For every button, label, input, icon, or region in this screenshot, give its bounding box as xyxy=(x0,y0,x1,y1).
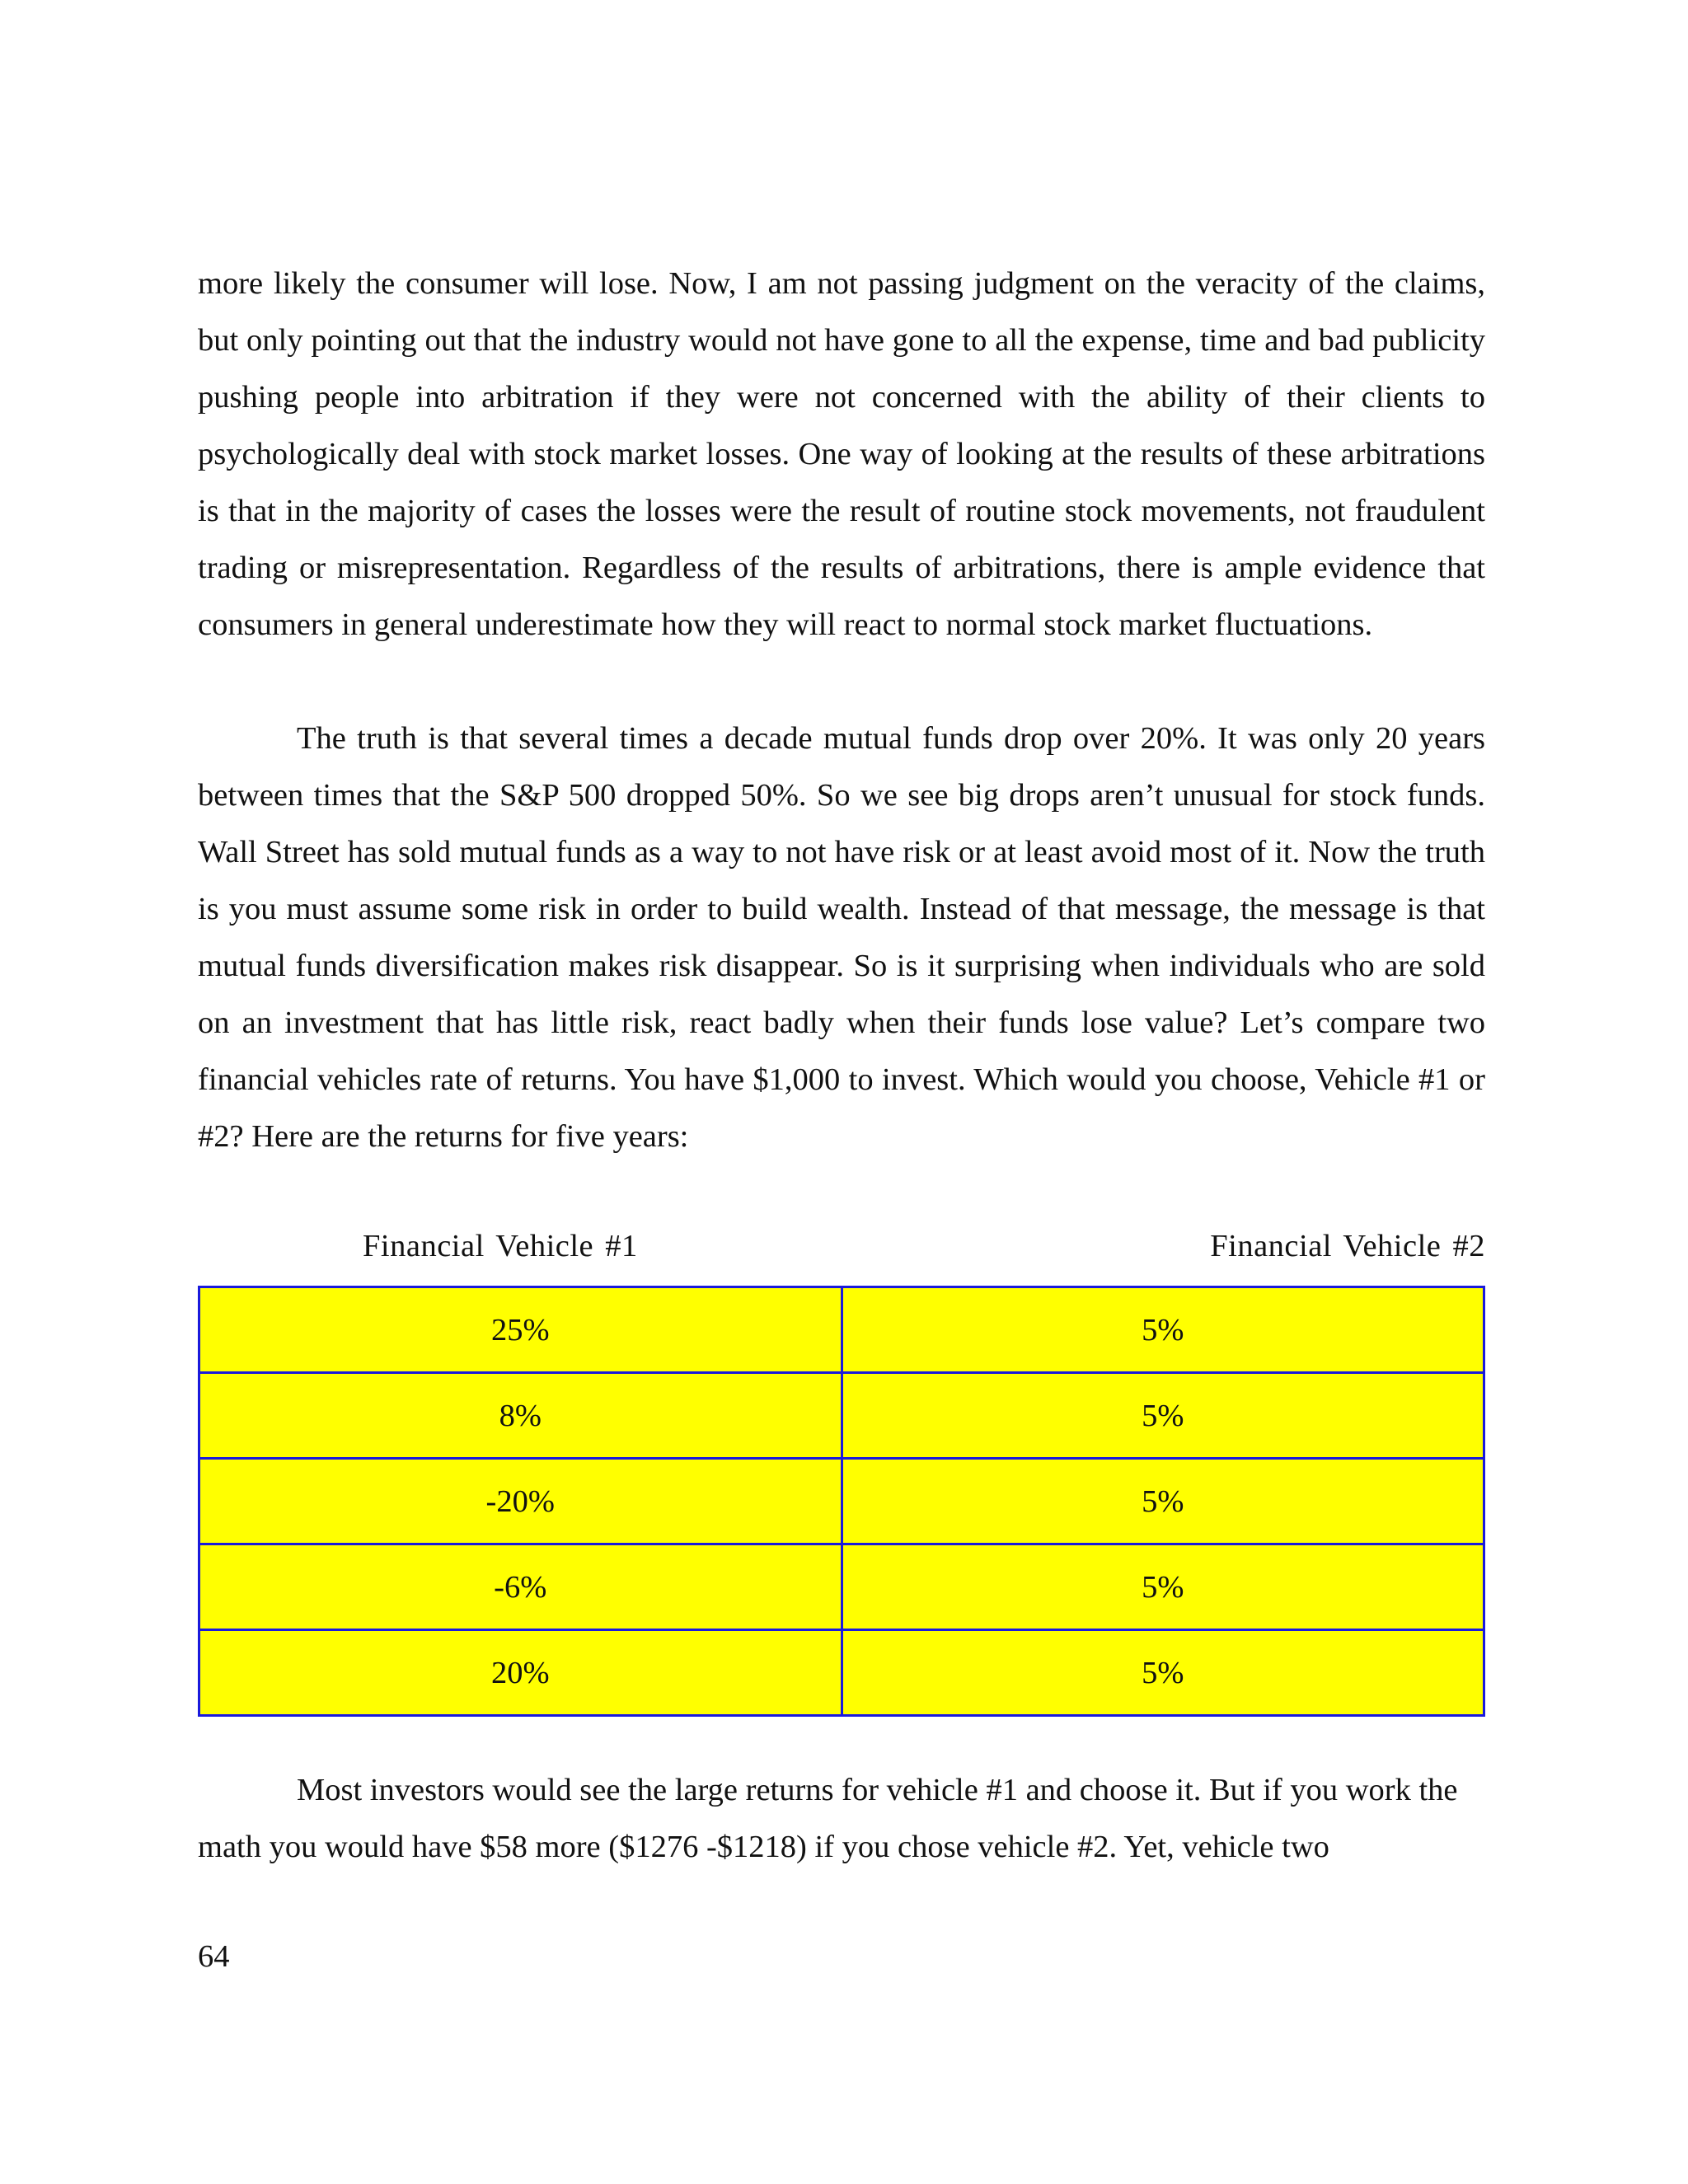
returns-table xyxy=(198,1286,1485,1717)
vehicle-1-cell: 20% xyxy=(199,1630,842,1716)
page-number: 64 xyxy=(198,1939,230,1974)
vehicle-1-cell: -20% xyxy=(199,1459,842,1544)
vehicle-2-header: Financial Vehicle #2 xyxy=(1210,1229,1485,1263)
vehicle-1-header: Financial Vehicle #1 xyxy=(363,1229,638,1263)
vehicle-1-cell: 8% xyxy=(199,1373,842,1459)
vehicle-2-cell: 5% xyxy=(842,1544,1484,1630)
paragraph-arbitration: more likely the consumer will lose. Now, I am not passing judgment on the veracity of the claims, but only pointing out that the industry would not have gone to all the expense, time and bad publicity pushing people into arbitration if they were not concerned with the ability of their clients to psychologically deal with stock market losses. One way of looking at the results of these arbitrations is that in the majority of cases the losses were the result of routine stock movements, not fraudulent trading or misrepresentation. Regardless of the results of arbitrations, there is ample evidence that consumers in general underestimate how they will react to normal stock market fluctuations. xyxy=(198,266,1485,642)
table-row xyxy=(199,1459,1484,1544)
table-row xyxy=(199,1287,1484,1373)
table-row xyxy=(199,1373,1484,1459)
paragraph-mutual-funds: The truth is that several times a decade mutual funds drop over 20%. It was only 20 years between times that the S&P 500 dropped 50%. So we see big drops aren’t unusual for stock funds. Wall Street has sold mutual funds as a way to not have risk or at least avoid most of it. Now the truth is you must assume some risk in order to build wealth. Instead of that message, the message is that mutual funds diversification makes risk disappear. So is it surprising when individuals who are sold on an investment that has little risk, react badly when their funds lose value? Let’s compare two financial vehicles rate of returns. You have $1,000 to invest. Which would you choose, Vehicle #1 or #2? Here are the returns for five years: xyxy=(198,721,1485,1154)
vehicle-2-cell: 5% xyxy=(842,1630,1484,1716)
paragraph-conclusion: Most investors would see the large returns for vehicle #1 and choose it. But if you work the math you would have $58 more ($1276 -$1218) if you chose vehicle #2. Yet, vehicle two xyxy=(198,1773,1458,1864)
vehicle-2-cell: 5% xyxy=(842,1373,1484,1459)
table-row xyxy=(199,1544,1484,1630)
vehicle-1-cell: -6% xyxy=(199,1544,842,1630)
table-header-row xyxy=(198,1228,1485,1269)
vehicle-2-cell: 5% xyxy=(842,1459,1484,1544)
table-row xyxy=(199,1630,1484,1716)
vehicle-2-cell: 5% xyxy=(842,1287,1484,1373)
vehicle-1-cell: 25% xyxy=(199,1287,842,1373)
